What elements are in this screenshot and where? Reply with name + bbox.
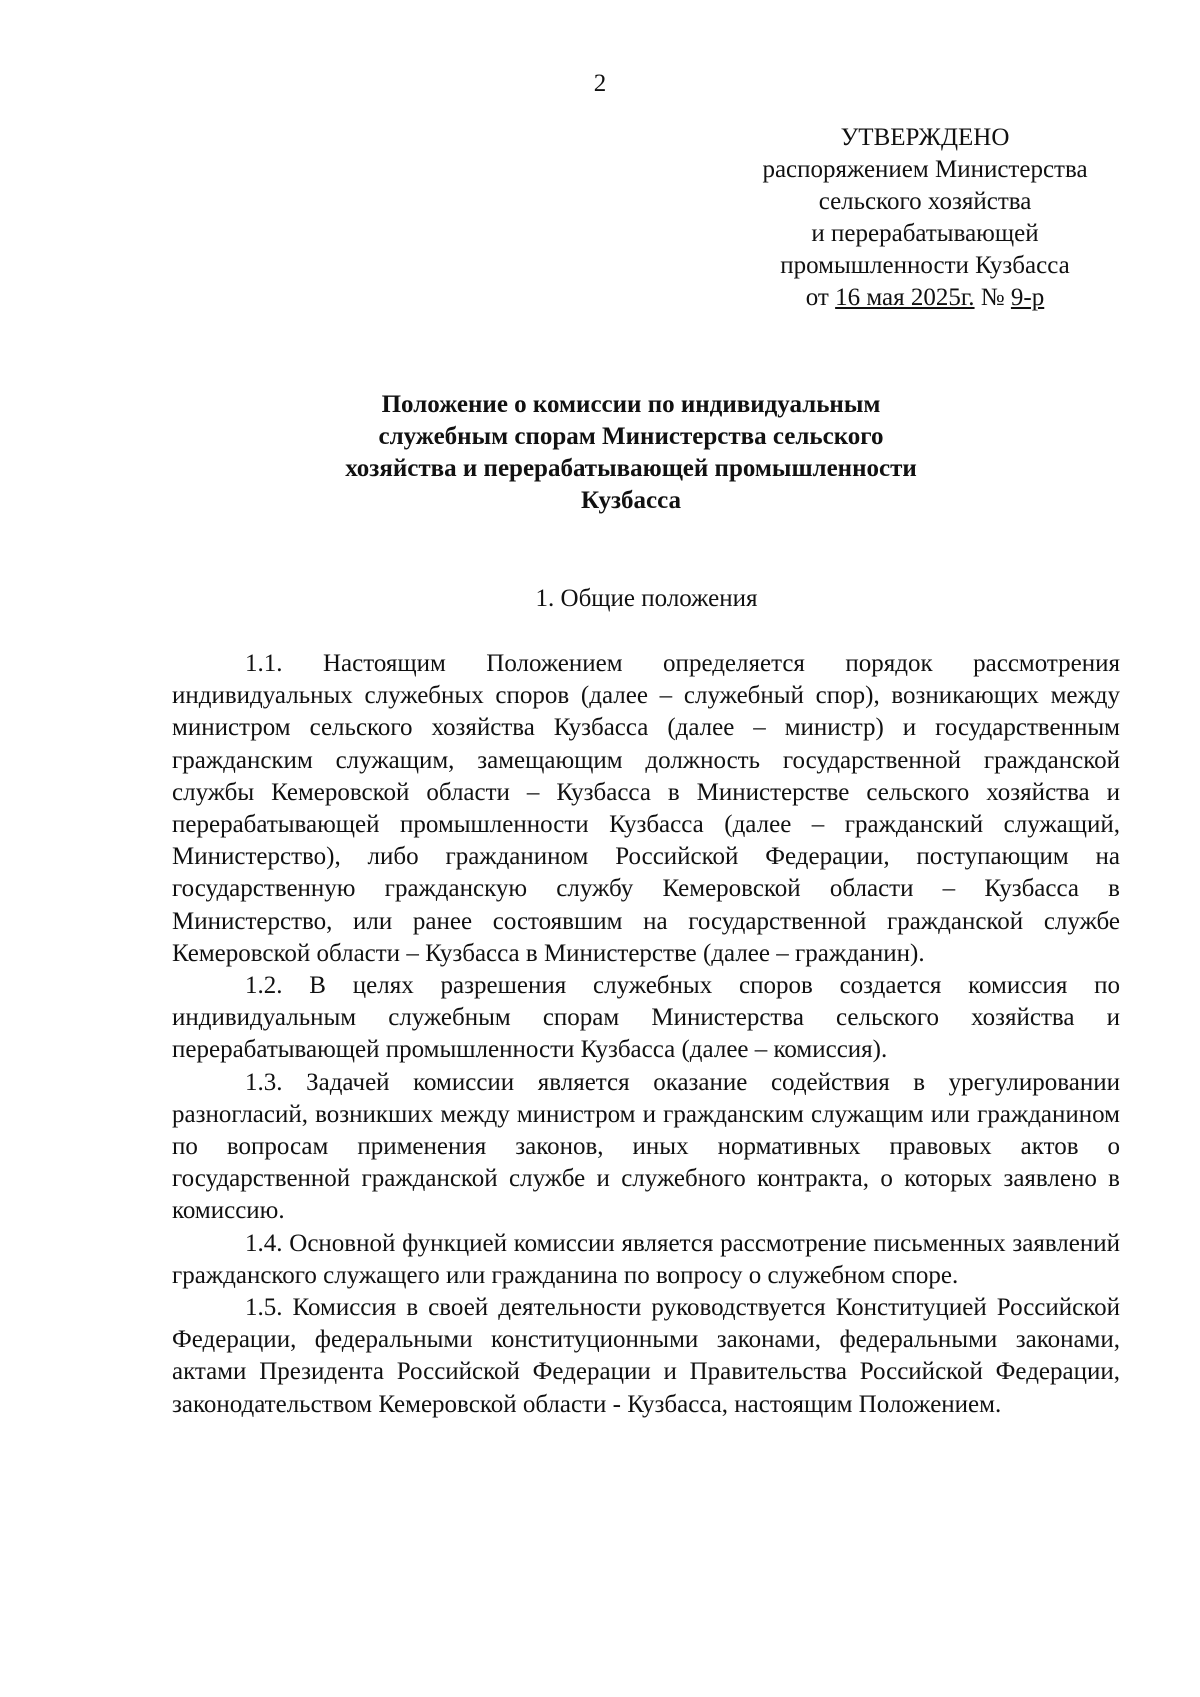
approval-date-line xyxy=(735,282,1115,314)
paragraph-1-5: 1.5. Комиссия в своей деятельности руководствуется Конституцией Российской Федерации, федеральными конституционными законами, федеральными законами, актами Президента Российской Федерации и Правительства Российской Федерации, законодательством Кемеровской области - Кузбасса, настоящим Положением. xyxy=(172,1294,1120,1418)
number-sign: № xyxy=(980,284,1005,311)
paragraph-1-1: 1.1. Настоящим Положением определяется порядок рассмотрения индивидуальных служебных споров (далее – служебный спор), возникающих между министром сельского хозяйства Кузбасса (далее – министр) и государственным гражданским служащим, замещающим должность государственной гражданской службы Кемеровской области – Кузбасса в Министерстве сельского хозяйства и перерабатывающей промышленности Кузбасса (далее – гражданский служащий, Министерство), либо гражданином Российской Федерации, поступающим на государственную гражданскую службу Кемеровской области – Кузбасса в Министерство, или ранее состоявшим на государственной гражданской службе Кемеровской области – Кузбасса в Министерстве (далее – гражданин). xyxy=(172,650,1120,967)
page-number: 2 xyxy=(593,70,607,97)
section-heading: 1. Общие положения xyxy=(535,585,758,612)
paragraph-1-3: 1.3. Задачей комиссии является оказание содействия в урегулировании разногласий, возникших между министром и гражданским служащим или гражданином по вопросам применения законов, иных нормативных правовых актов о государственной гражданской службе и служебного контракта, о которых заявлено в комиссию. xyxy=(172,1068,1120,1225)
approval-line: и перерабатывающей xyxy=(811,220,1039,247)
document-title xyxy=(260,389,1002,517)
document-body xyxy=(172,648,1120,1421)
title-line: служебным спорам Министерства сельского xyxy=(378,423,884,450)
date-prefix: от xyxy=(805,284,829,311)
approval-line: промышленности Кузбасса xyxy=(780,252,1070,279)
approval-number: 9-р xyxy=(1010,284,1045,311)
approval-line: распоряжением Министерства xyxy=(762,156,1088,183)
title-line: хозяйства и перерабатывающей промышленности xyxy=(345,455,917,482)
approval-stamp xyxy=(735,122,1115,314)
title-line: Кузбасса xyxy=(580,487,682,514)
approval-line: сельского хозяйства xyxy=(818,188,1032,215)
approval-heading: УТВЕРЖДЕНО xyxy=(840,124,1010,151)
paragraph-1-2: 1.2. В целях разрешения служебных споров создается комиссия по индивидуальным служебным спорам Министерства сельского хозяйства и перерабатывающей промышленности Кузбасса (далее – комиссия). xyxy=(172,972,1120,1064)
approval-date: 16 мая 2025г. xyxy=(835,284,975,311)
title-line: Положение о комиссии по индивидуальным xyxy=(381,391,881,418)
paragraph-1-4: 1.4. Основной функцией комиссии является рассмотрение письменных заявлений гражданского служащего или гражданина по вопросу о служебном споре. xyxy=(172,1229,1120,1289)
